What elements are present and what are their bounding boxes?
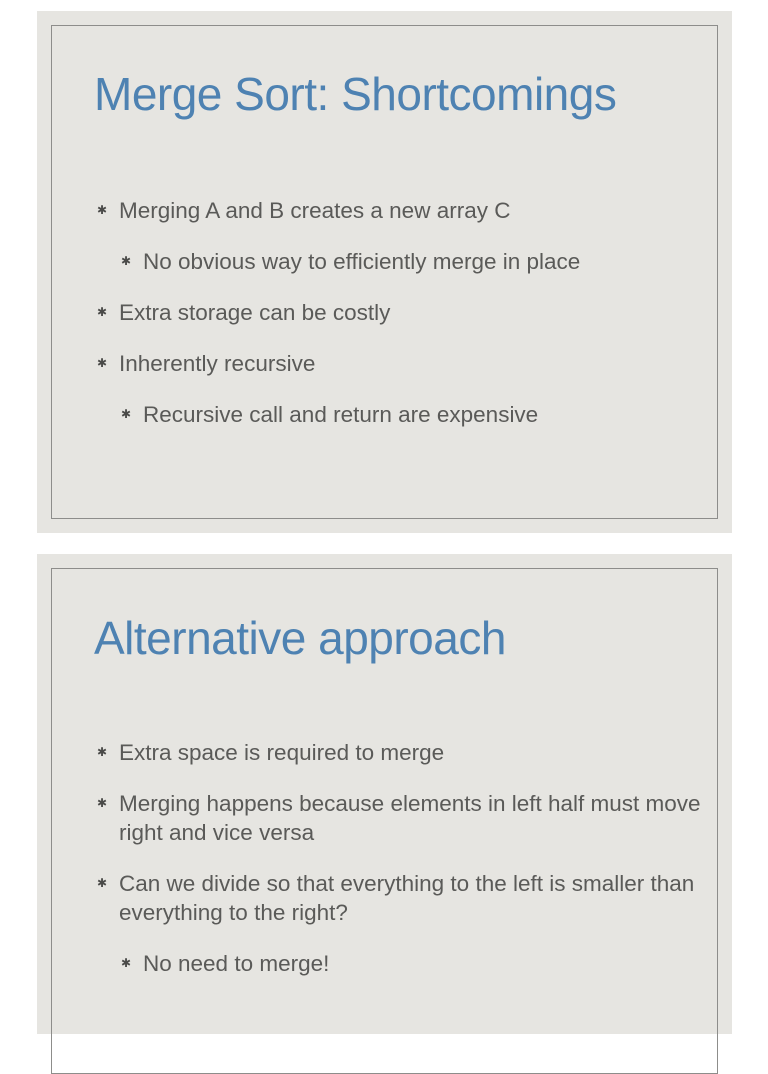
bullet-star-icon: ✱ — [97, 203, 108, 217]
bullet-star-icon: ✱ — [121, 254, 132, 268]
bullet-text: Can we divide so that everything to the left is smaller than everything to the right? — [119, 871, 695, 925]
sub-bullet-item — [121, 247, 702, 276]
sub-bullet-item — [121, 400, 702, 429]
bullet-list — [97, 196, 702, 451]
slide-merge-sort-shortcomings — [37, 11, 732, 533]
bullet-star-icon: ✱ — [97, 796, 108, 810]
bullet-item — [97, 298, 702, 327]
bullet-text: Merging happens because elements in left half must move right and vice versa — [119, 791, 701, 845]
slide-title: Alternative approach — [94, 612, 506, 664]
bullet-list — [97, 738, 702, 1000]
bullet-text: Extra space is required to merge — [119, 740, 445, 765]
bullet-item — [97, 349, 702, 378]
bullet-text: Extra storage can be costly — [119, 300, 391, 325]
bullet-item — [97, 869, 702, 927]
bullet-star-icon: ✱ — [97, 356, 108, 370]
bullet-item — [97, 196, 702, 225]
bullet-text: Recursive call and return are expensive — [143, 402, 539, 427]
bullet-text: Merging A and B creates a new array C — [119, 198, 511, 223]
bullet-star-icon: ✱ — [97, 305, 108, 319]
bullet-text: No need to merge! — [143, 951, 330, 976]
bullet-item — [97, 789, 702, 847]
slide-alternative-approach — [37, 554, 732, 1034]
bullet-text: No obvious way to efficiently merge in place — [143, 249, 581, 274]
sub-bullet-item — [121, 949, 702, 978]
bullet-star-icon: ✱ — [97, 876, 108, 890]
bullet-star-icon: ✱ — [121, 407, 132, 421]
bullet-item — [97, 738, 702, 767]
bullet-star-icon: ✱ — [121, 956, 132, 970]
slide-title: Merge Sort: Shortcomings — [94, 68, 617, 120]
bullet-star-icon: ✱ — [97, 745, 108, 759]
bullet-text: Inherently recursive — [119, 351, 316, 376]
